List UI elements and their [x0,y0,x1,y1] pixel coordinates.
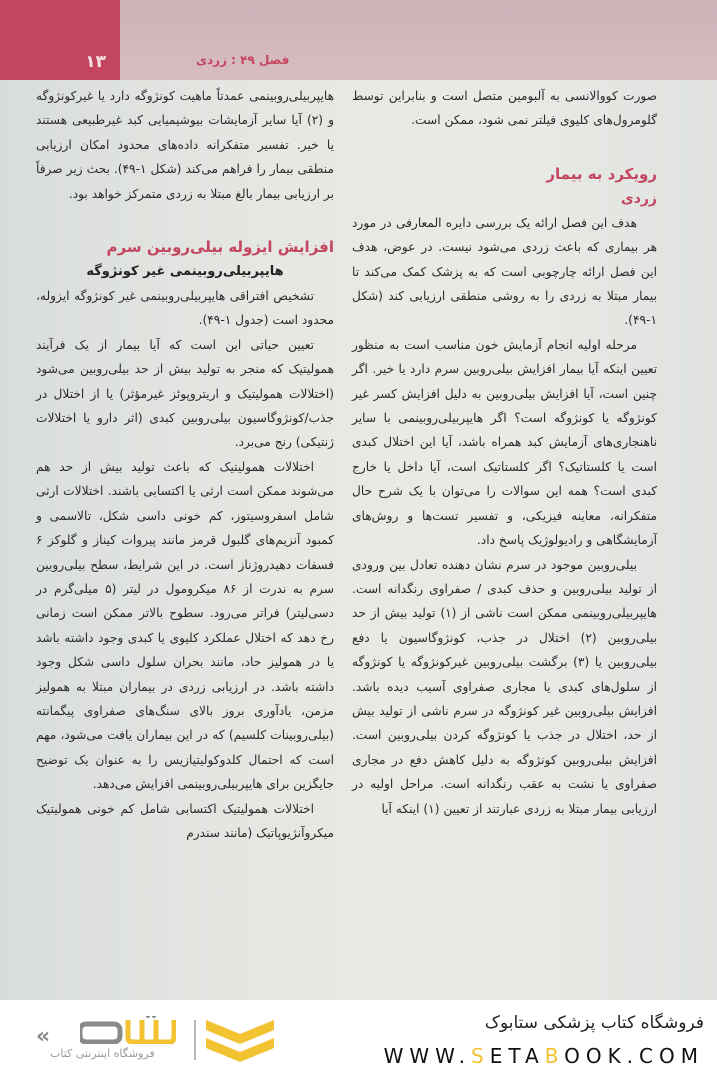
paragraph: اختلالات همولیتیک اکتسابی شامل کم خونی همولیتیک میکروآنژیوپاتیک (مانند سندرم [36,801,334,840]
header-band [0,0,717,80]
section-heading-isolated-bilirubin: افزایش ایزوله بیلی‌روبین سرم [106,238,334,257]
right-column [352,84,657,821]
url-part: OOK.COM [564,1044,704,1068]
chapter-title: فصل ۴۹ : زردی [196,53,290,67]
store-name: فروشگاه کتاب پزشکی ستابوک [484,1013,704,1033]
url-part: WWW. [383,1044,472,1068]
paragraph: تعیین حیاتی این است که آیا بیمار از یک فرآیند همولیتیک که منجر به تولید بیش از حد بیلی‌روبین می‌شود (اختلالات همولیتیک و اریتروپوئز غیرمؤثر) یا از اختلال در جذب/کونژوگاسیون بیلی‌روبین کبدی (اثر دارو یا اختلالات ژنتیکی) رنج می‌برد. [36,337,334,450]
paragraph: اختلالات همولیتیک که باعث تولید بیش از حد هم می‌شوند ممکن است ارثی یا اکتسابی باشند. اختلالات ارثی شامل اسفروسیتوز، کم خونی داسی شکل، تالاسمی و کمبود آنزیم‌های گلبول قرمز مانند پیروات کیناز و گلوکز ۶ فسفات دهیدروژناز است. در این شرایط، سطح بیلی‌روبین سرم به ندرت از ۸۶ میکرومول در لیتر (۵ میلی‌گرم در دسی‌لیتر) فراتر می‌رود. سطوح بالاتر ممکن است زمانی رخ دهد که اختلال عملکرد کلیوی یا کبدی وجود داشته باشد یا در همولیز حاد، مانند بحران سلول داسی شکل وجود داشته باشد. در ارزیابی زردی در بیماران مبتلا به همولیز مزمن، یادآوری بروز بالای سنگ‌های صفراوی پیگمانته (بیلی‌روبینات کلسیم) که در این بیماران یافت می‌شود، مهم است که احتمال کلدوکولیتیازیس را به عنوان یک توضیح جایگزین برای هایپربیلی‌روبینمی افزایش می‌دهد. [36,459,334,792]
url-part-highlight: B [544,1044,565,1068]
paragraph: هدف این فصل ارائه یک بررسی دایره المعارفی در مورد هر بیماری که باعث زردی می‌شود نیست. در عوض، هدف این فصل ارائه چارچوبی است که به پزشک کمک می‌کند تا بیمار مبتلا به زردی را به روشی منطقی ارزیابی کند (شکل ۱-۴۹). [352,215,657,328]
page-number-block [0,0,120,80]
section-heading-approach: رویکرد به بیمار [546,164,657,183]
watermark-footer [0,1000,717,1080]
logo-tagline: فروشگاه اینترنتی کتاب [50,1047,155,1060]
double-chevron-left-icon: « [36,1024,45,1049]
subsection-heading-jaundice: زردی [620,190,657,207]
url-part-highlight: S [471,1044,490,1068]
page-number: ۱۳ [85,52,106,72]
paragraph: تشخیص افتراقی هایپربیلی‌روبینمی غیر کونژوگه ایزوله، محدود است (جدول ۱-۴۹). [36,289,334,328]
subsection-heading-unconjugated: هایپربیلی‌روبینمی غیر کونژوگه [86,264,284,280]
book-chevron-logo-icon [206,1020,274,1066]
left-intro-paragraph: هایپربیلی‌روبینمی عمدتاً ماهیت کونژوگه دارد یا غیرکونژوگه و (۲) آیا سایر آزمایشات بیوشیمیایی کبد غیرطبیعی هستند یا خیر. تفسیر متفکرانه داده‌های محدود امکان ارزیابی منطقی بیمار را فراهم می‌کند (شکل ۱-۴۹). بحث زیر صرفاً بر ارزیابی بیمار بالغ مبتلا به زردی متمرکز خواهد بود. [36,89,335,201]
logo-divider [194,1020,196,1060]
paragraph: بیلی‌روبین موجود در سرم نشان دهنده تعادل بین ورودی از تولید بیلی‌روبین و حذف کبدی / صفراوی رنگدانه است. هایپربیلی‌روبینمی ممکن است ناشی از (۱) تولید بیش از حد بیلی‌روبین (۲) اختلال در جذب، کونژوگاسیون یا دفع بیلی‌روبین یا (۳) برگشت بیلی‌روبین غیرکونژوگه یا کونژوگه از سلول‌های کبدی یا مجاری صفراوی آسیب دیده باشد. افزایش بیلی‌روبین غیر کونژوگه در سرم ناشی از تولید بیش از حد، اختلال در جذب یا کونژوگه کردن بیلی‌روبین است. افزایش بیلی‌روبین کونژوگه به دلیل کاهش دفع در مجاری صفراوی یا نشت به عقب رنگدانه است. مراحل اولیه در ارزیابی بیمار مبتلا به زردی عبارتند از تعیین (۱) اینکه آیا [352,557,657,816]
setabook-wordmark-icon [80,1016,176,1044]
left-column [36,84,334,845]
right-intro-paragraph: صورت کووالانسی به آلبومین متصل است و بنابراین توسط گلومرول‌های کلیوی فیلتر نمی شود، ممکن است. [352,89,657,128]
store-url-link[interactable] [384,1044,704,1068]
url-part: ETA [489,1044,545,1068]
paragraph: مرحله اولیه انجام آزمایش خون مناسب است به منظور تعیین اینکه آیا بیمار افزایش بیلی‌روبین سرم دارد یا خیر. اگر چنین است، آیا افزایش بیلی‌روبین به دلیل افزایش کسر غیر کونژوگه یا کونژوگه است؟ اگر هایپربیلی‌روبینمی با سایر ناهنجاری‌های آزمایش کبد همراه باشد، آیا این اختلال کبدی است یا کلستاتیک؟ اگر کلستاتیک است، آیا داخل یا خارج کبدی است؟ همه این سوالات را می‌توان با یک شرح حال متفکرانه، معاینه فیزیکی، و تفسیر تست‌ها و روش‌های آزمایشگاهی و رادیولوژیک پاسخ داد. [352,337,657,548]
